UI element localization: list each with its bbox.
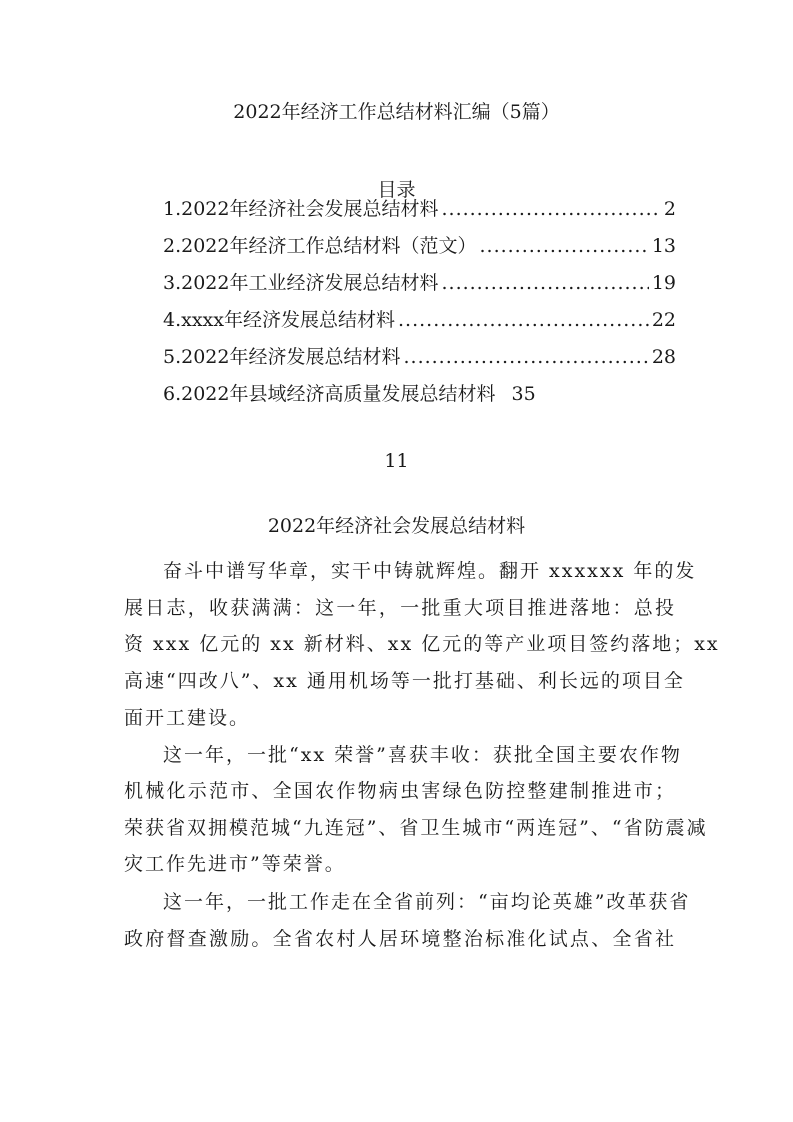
paragraph-line: 面开工建设。 — [124, 707, 251, 729]
toc-entry-label: 4.xxxx年经济发展总结材料 — [163, 309, 395, 331]
toc-leader-dots — [441, 271, 648, 295]
paragraph-line: 灾工作先进市”等荣誉。 — [124, 853, 346, 875]
section-title: 2022年经济社会发展总结材料 — [267, 515, 526, 537]
toc-entry[interactable] — [163, 345, 676, 369]
toc-entry-label: 5.2022年经济发展总结材料 — [163, 346, 401, 368]
toc-entry-page: 28 — [651, 346, 676, 368]
toc-leader-dots — [398, 308, 649, 332]
toc-entry-page: 19 — [651, 272, 676, 294]
page-marker: 11 — [384, 450, 409, 472]
toc-leader-dots — [403, 345, 648, 369]
toc-entry-label: 6.2022年县域经济高质量发展总结材料 — [163, 383, 496, 405]
toc-entry[interactable] — [163, 271, 676, 295]
paragraph-line: 资 xxx 亿元的 xx 新材料、xx 亿元的等产业项目签约落地；xx — [124, 633, 720, 655]
toc-entry[interactable] — [163, 234, 676, 258]
toc-entry-label: 1.2022年经济社会发展总结材料 — [163, 198, 439, 220]
paragraph-line: 展日志，收获满满：这一年，一批重大项目推进落地：总投 — [124, 597, 676, 619]
paragraph-line: 政府督查激励。全省农村人居环境整治标准化试点、全省社 — [124, 928, 676, 950]
toc-entry-page: 2 — [663, 198, 676, 220]
document-title: 2022年经济工作总结材料汇编（5篇） — [233, 101, 560, 123]
paragraph-line: 机械化示范市、全国农作物病虫害绿色防控整建制推进市； — [124, 780, 676, 802]
toc-entry-page: 22 — [651, 309, 676, 331]
toc-leader-dots — [441, 197, 660, 221]
toc-entry-label: 2.2022年经济工作总结材料（范文） — [163, 235, 477, 257]
toc-heading: 目录 — [377, 179, 416, 201]
toc-entry[interactable] — [163, 197, 676, 221]
paragraph-line: 奋斗中谱写华章，实干中铸就辉煌。翻开 xxxxxx 年的发 — [163, 560, 697, 582]
paragraph-line: 这一年，一批工作走在全省前列：“亩均论英雄”改革获省 — [163, 891, 691, 913]
toc-entry-label: 3.2022年工业经济发展总结材料 — [163, 272, 439, 294]
toc-entry-page: 13 — [651, 235, 676, 257]
toc-entry[interactable] — [163, 308, 676, 332]
paragraph-line: 荣获省双拥模范城“九连冠”、省卫生城市“两连冠”、“省防震减 — [124, 817, 708, 839]
toc-entry[interactable] — [163, 382, 536, 406]
paragraph-line: 这一年，一批“xx 荣誉”喜获丰收：获批全国主要农作物 — [163, 744, 682, 766]
paragraph-line: 高速“四改八”、xx 通用机场等一批打基础、利长远的项目全 — [124, 670, 685, 692]
toc-entry-page: 35 — [511, 383, 536, 405]
toc-leader-dots — [479, 234, 648, 258]
